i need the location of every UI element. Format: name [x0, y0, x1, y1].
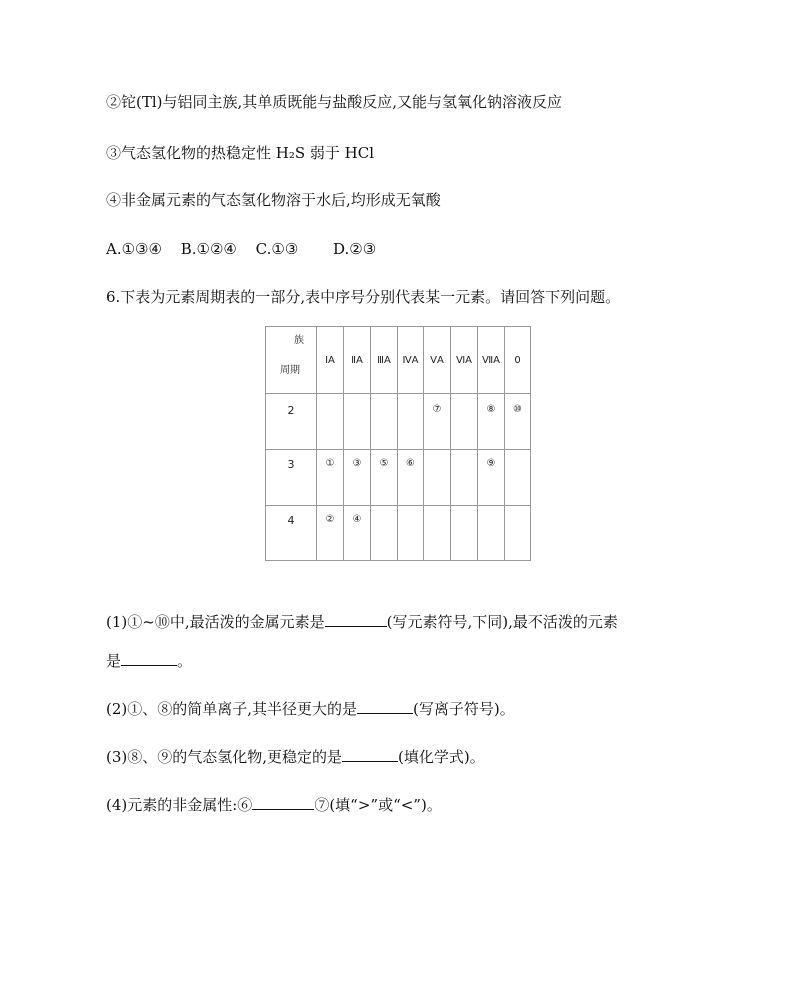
element-cell: ⑥	[398, 450, 424, 506]
periodic-table-fragment	[265, 326, 531, 561]
element-cell: ⑩	[505, 394, 531, 450]
subquestion-1	[106, 612, 618, 632]
subquestion-2-text-a: (2)①、⑧的简单离子,其半径更大的是	[106, 700, 358, 718]
element-cell	[317, 394, 344, 450]
answer-blank[interactable]	[252, 795, 314, 810]
element-cell: ②	[317, 506, 344, 561]
question-6-stem: 6.下表为元素周期表的一部分,表中序号分别代表某一元素。请回答下列问题。	[106, 288, 621, 306]
period-label: 3	[266, 450, 317, 506]
statement-3: ③气态氢化物的热稳定性 H₂S 弱于 HCl	[106, 144, 375, 162]
element-cell	[451, 450, 478, 506]
element-cell	[478, 506, 505, 561]
option-b: B.①②④	[180, 240, 237, 258]
answer-blank[interactable]	[325, 612, 387, 627]
subquestion-1-text-b: (写元素符号,下同),最不活泼的元素	[386, 613, 618, 631]
statement-2: ②铊(Tl)与铝同主族,其单质既能与盐酸反应,又能与氢氧化钠溶液反应	[106, 93, 563, 111]
subquestion-4	[106, 795, 442, 815]
element-cell	[505, 450, 531, 506]
table-corner	[266, 327, 317, 394]
element-cell: ①	[317, 450, 344, 506]
answer-blank[interactable]	[342, 747, 398, 762]
answer-blank[interactable]	[121, 651, 177, 666]
option-a: A.①③④	[106, 240, 162, 258]
element-cell	[371, 506, 398, 561]
subquestion-1-text-a: (1)①~⑩中,最活泼的金属元素是	[106, 613, 325, 631]
corner-period-label: 周期	[280, 365, 300, 376]
element-cell: ④	[344, 506, 371, 561]
group-header: ⅦA	[478, 327, 505, 394]
group-header: ⅤA	[424, 327, 451, 394]
group-header: ⅣA	[398, 327, 424, 394]
element-cell	[424, 506, 451, 561]
element-cell: ⑧	[478, 394, 505, 450]
subquestion-3-text-a: (3)⑧、⑨的气态氢化物,更稳定的是	[106, 748, 343, 766]
subquestion-2	[106, 699, 515, 719]
period-label: 2	[266, 394, 317, 450]
table-row	[266, 450, 531, 506]
statement-4: ④非金属元素的气态氢化物溶于水后,均形成无氧酸	[106, 191, 441, 209]
option-d: D.②③	[333, 240, 377, 258]
group-header: ⅡA	[344, 327, 371, 394]
answer-options	[106, 239, 376, 259]
element-cell	[505, 506, 531, 561]
group-header: ⅥA	[451, 327, 478, 394]
subquestion-1-text-c: 是	[106, 652, 122, 670]
group-header: ⅠA	[317, 327, 344, 394]
element-cell	[424, 450, 451, 506]
subquestion-3	[106, 747, 485, 767]
element-cell	[398, 506, 424, 561]
element-cell	[398, 394, 424, 450]
table-row	[266, 506, 531, 561]
group-header: ⅢA	[371, 327, 398, 394]
element-cell: ③	[344, 450, 371, 506]
element-cell: ⑦	[424, 394, 451, 450]
element-cell	[344, 394, 371, 450]
table-row	[266, 394, 531, 450]
element-cell: ⑨	[478, 450, 505, 506]
subquestion-3-text-b: (填化学式)。	[398, 748, 485, 766]
answer-blank[interactable]	[357, 699, 413, 714]
group-header: 0	[505, 327, 531, 394]
option-c: C.①③	[255, 240, 299, 258]
subquestion-2-text-b: (写离子符号)。	[413, 700, 515, 718]
element-cell: ⑤	[371, 450, 398, 506]
subquestion-4-text-a: (4)元素的非金属性:⑥	[106, 796, 253, 814]
element-cell	[451, 506, 478, 561]
period-label: 4	[266, 506, 317, 561]
subquestion-4-text-b: ⑦(填“>”或“<”)。	[314, 796, 442, 814]
corner-group-label: 族	[294, 335, 304, 346]
element-cell	[371, 394, 398, 450]
subquestion-1-text-d: 。	[177, 652, 193, 670]
element-cell	[451, 394, 478, 450]
subquestion-1-continued	[106, 651, 192, 671]
